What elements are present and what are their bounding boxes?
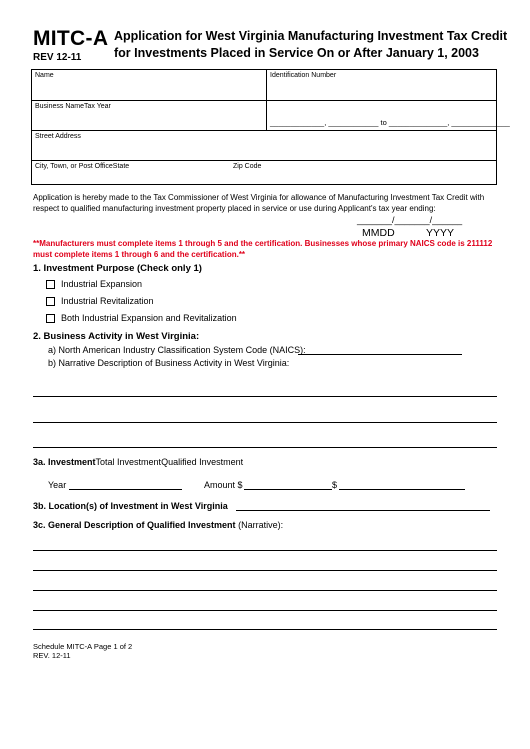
tax-year-field[interactable]: _____________, ____________ to ______________, ______________ [270,118,510,127]
section-1-heading: 1. Investment Purpose (Check only 1) [33,263,202,274]
footer-revision: REV. 12-11 [33,651,71,660]
section-3c-label: 3c. General Description of Qualified Investment [33,520,236,530]
form-title [114,28,514,62]
section-3a-label: 3a. Investment [33,457,96,467]
description-line[interactable] [33,590,497,591]
yyyy-label: YYYY [426,227,455,239]
tax-year-ending-field[interactable]: _______/_______/______ [357,215,463,225]
section-2-heading: 2. Business Activity in West Virginia: [33,331,200,342]
naics-label: a) North American Industry Classification System Code (NAICS): [48,345,306,355]
section-3c-heading [33,520,283,530]
divider [32,160,496,161]
title-line-2: for Investments Placed in Service On or After January 1, 2003 [114,46,479,60]
section-3b-heading: 3b. Location(s) of Investment in West Virginia [33,501,228,511]
industrial-revitalization-checkbox[interactable] [46,297,55,306]
applicant-info-box [31,69,510,185]
narrative-line[interactable] [33,447,497,448]
application-statement: Application is hereby made to the Tax Commissioner of West Virginia for allowance of Manufacturing Investment Tax Credit with respect to qualified manufacturing investment property placed in service or use during Applicant's tax year ending: [33,193,485,213]
both-expansion-revitalization-label: Both Industrial Expansion and Revitalization [61,313,237,323]
footer-page-info: Schedule MITC-A Page 1 of 2 [33,642,133,651]
total-investment-input-line[interactable] [244,489,332,490]
amount-label: Amount $ [204,480,243,490]
footer [33,642,132,660]
narrative-description-label: b) Narrative Description of Business Activity in West Virginia: [48,358,290,368]
divider [266,70,267,130]
description-line[interactable] [33,550,497,551]
city-state-field[interactable]: City, Town, or Post OfficeState [35,163,130,170]
revision-label: REV 12-11 [33,52,82,63]
description-line[interactable] [33,610,497,611]
description-line[interactable] [33,570,497,571]
industrial-expansion-label: Industrial Expansion [61,279,143,289]
divider [32,100,496,101]
business-name-field[interactable]: Business NameTax Year [35,103,111,110]
section-3c-note: (Narrative): [238,520,284,530]
qualified-investment-input-line[interactable] [339,489,465,490]
industrial-revitalization-label: Industrial Revitalization [61,296,154,306]
narrative-line[interactable] [33,396,497,397]
both-expansion-revitalization-checkbox[interactable] [46,314,55,323]
section-3a-columns: Total InvestmentQualified Investment [95,457,244,467]
year-input-line[interactable] [69,489,182,490]
form-id: MITC-A [33,27,109,50]
zip-code-field[interactable]: Zip Code [233,163,262,170]
mmdd-label: MMDD [362,227,395,239]
divider [32,130,496,131]
notice-text: **Manufacturers must complete items 1 through 5 and the certification. Businesses whose primary NAICS code is 211112 must complete items 1 through 6 and the certification.** [33,239,493,259]
section-3a-heading [33,457,243,467]
naics-input-line[interactable] [298,354,462,355]
street-address-field[interactable]: Street Address [35,133,81,140]
year-label: Year [48,480,67,490]
title-line-1: Application for West Virginia Manufacturing Investment Tax Credit [114,29,508,43]
location-input-line[interactable] [236,510,490,511]
narrative-line[interactable] [33,422,497,423]
name-field[interactable]: Name [35,72,54,79]
industrial-expansion-checkbox[interactable] [46,280,55,289]
description-line[interactable] [33,629,497,630]
dollar-sign: $ [332,480,338,490]
identification-number-field[interactable]: Identification Number [270,72,337,79]
